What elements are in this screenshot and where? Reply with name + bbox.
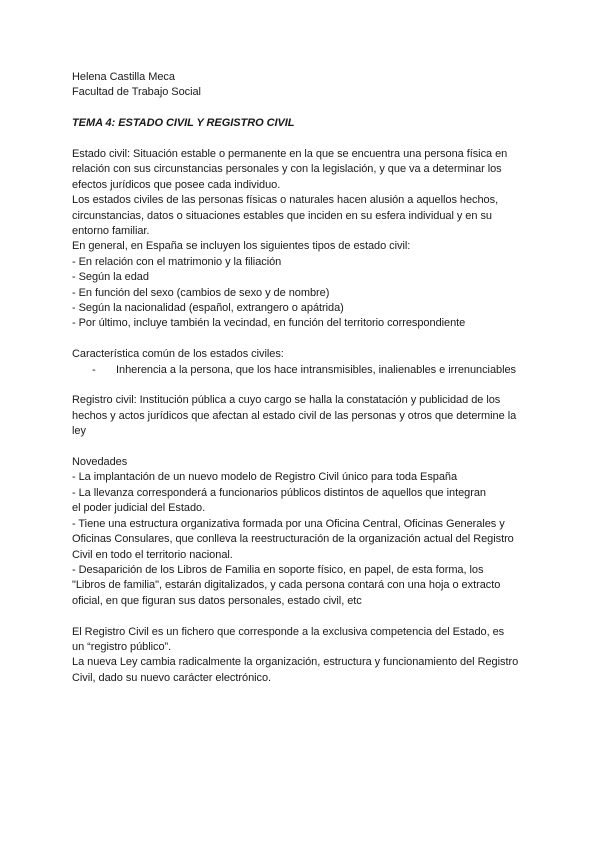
document-title: TEMA 4: ESTADO CIVIL Y REGISTRO CIVIL [72,117,295,130]
tipo-item: - En relación con el matrimonio y la filiación [72,255,282,268]
novedades-heading: Novedades [72,456,128,469]
novedades-line: - La llevanza corresponderá a funcionarios públicos distintos de aquellos que integran [72,486,486,499]
novedades-line: "Libros de familia", estarán digitalizados, y cada persona contará con una hoja o extracto [72,579,501,592]
registro-civil-line: Registro civil: Institución pública a cuyo cargo se halla la constatación y publicidad de los [72,394,501,407]
estados-civiles-line: Los estados civiles de las personas físicas o naturales hacen alusión a aquellos hechos, [72,194,499,207]
estados-civiles-line: entorno familiar. [72,225,150,238]
author-name: Helena Castilla Meca [72,71,175,83]
novedades-line: - La implantación de un nuevo modelo de Registro Civil único para toda España [72,471,458,484]
faculty-name: Facultad de Trabajo Social [72,86,201,99]
tipo-item: - Según la edad [72,271,149,284]
bullet-dash: - [92,363,96,376]
estado-civil-definition-line: Estado civil: Situación estable o permanente en la que se encuentra una persona física en [72,148,508,160]
novedades-line: oficial, en que figuran sus datos personales, estado civil, etc [72,594,362,607]
tipo-item: - Por último, incluye también la vecindad, en función del territorio correspondiente [72,317,466,330]
conclusion-line: El Registro Civil es un fichero que corresponde a la exclusiva competencia del Estado, es [72,625,505,638]
estados-civiles-line: circunstancias, datos o situaciones estables que inciden en su esfera individual y en su [72,209,492,222]
tipo-item: - Según la nacionalidad (español, extrangero o apátrida) [72,302,344,315]
caracteristica-bullet [72,363,542,378]
document-page [72,70,542,686]
conclusion-line: La nueva Ley cambia radicalmente la organización, estructura y funcionamiento del Registro [72,656,519,669]
novedades-line: el poder judicial del Estado. [72,502,206,515]
estado-civil-definition-line: relación con sus circunstancias personales y con la legislación, y que va a determinar los [72,163,502,176]
tipos-intro: En general, en España se incluyen los siguientes tipos de estado civil: [72,240,411,253]
novedades-line: - Tiene una estructura organizativa formada por una Oficina Central, Oficinas Generales y [72,517,505,530]
registro-civil-line: ley [72,425,86,438]
caracteristica-heading: Característica común de los estados civiles: [72,348,284,361]
conclusion-line: un “registro público”. [72,640,172,653]
conclusion-line: Civil, dado su nuevo carácter electrónico. [72,671,272,684]
estado-civil-definition-line: efectos jurídicos que posee cada individuo. [72,178,281,191]
novedades-line: Civil en todo el territorio nacional. [72,548,233,561]
novedades-line: Oficinas Consulares, que conlleva la reestructuración de la organización actual del Registro [72,533,514,546]
tipo-item: - En función del sexo (cambios de sexo y de nombre) [72,286,330,299]
novedades-line: - Desaparición de los Libros de Familia en soporte físico, en papel, de esta forma, los [72,563,484,576]
registro-civil-line: hechos y actos jurídicos que afectan al estado civil de las personas y otros que determine la [72,409,517,422]
caracteristica-bullet-text: Inherencia a la persona, que los hace intransmisibles, inalienables e irrenunciables [116,363,516,376]
